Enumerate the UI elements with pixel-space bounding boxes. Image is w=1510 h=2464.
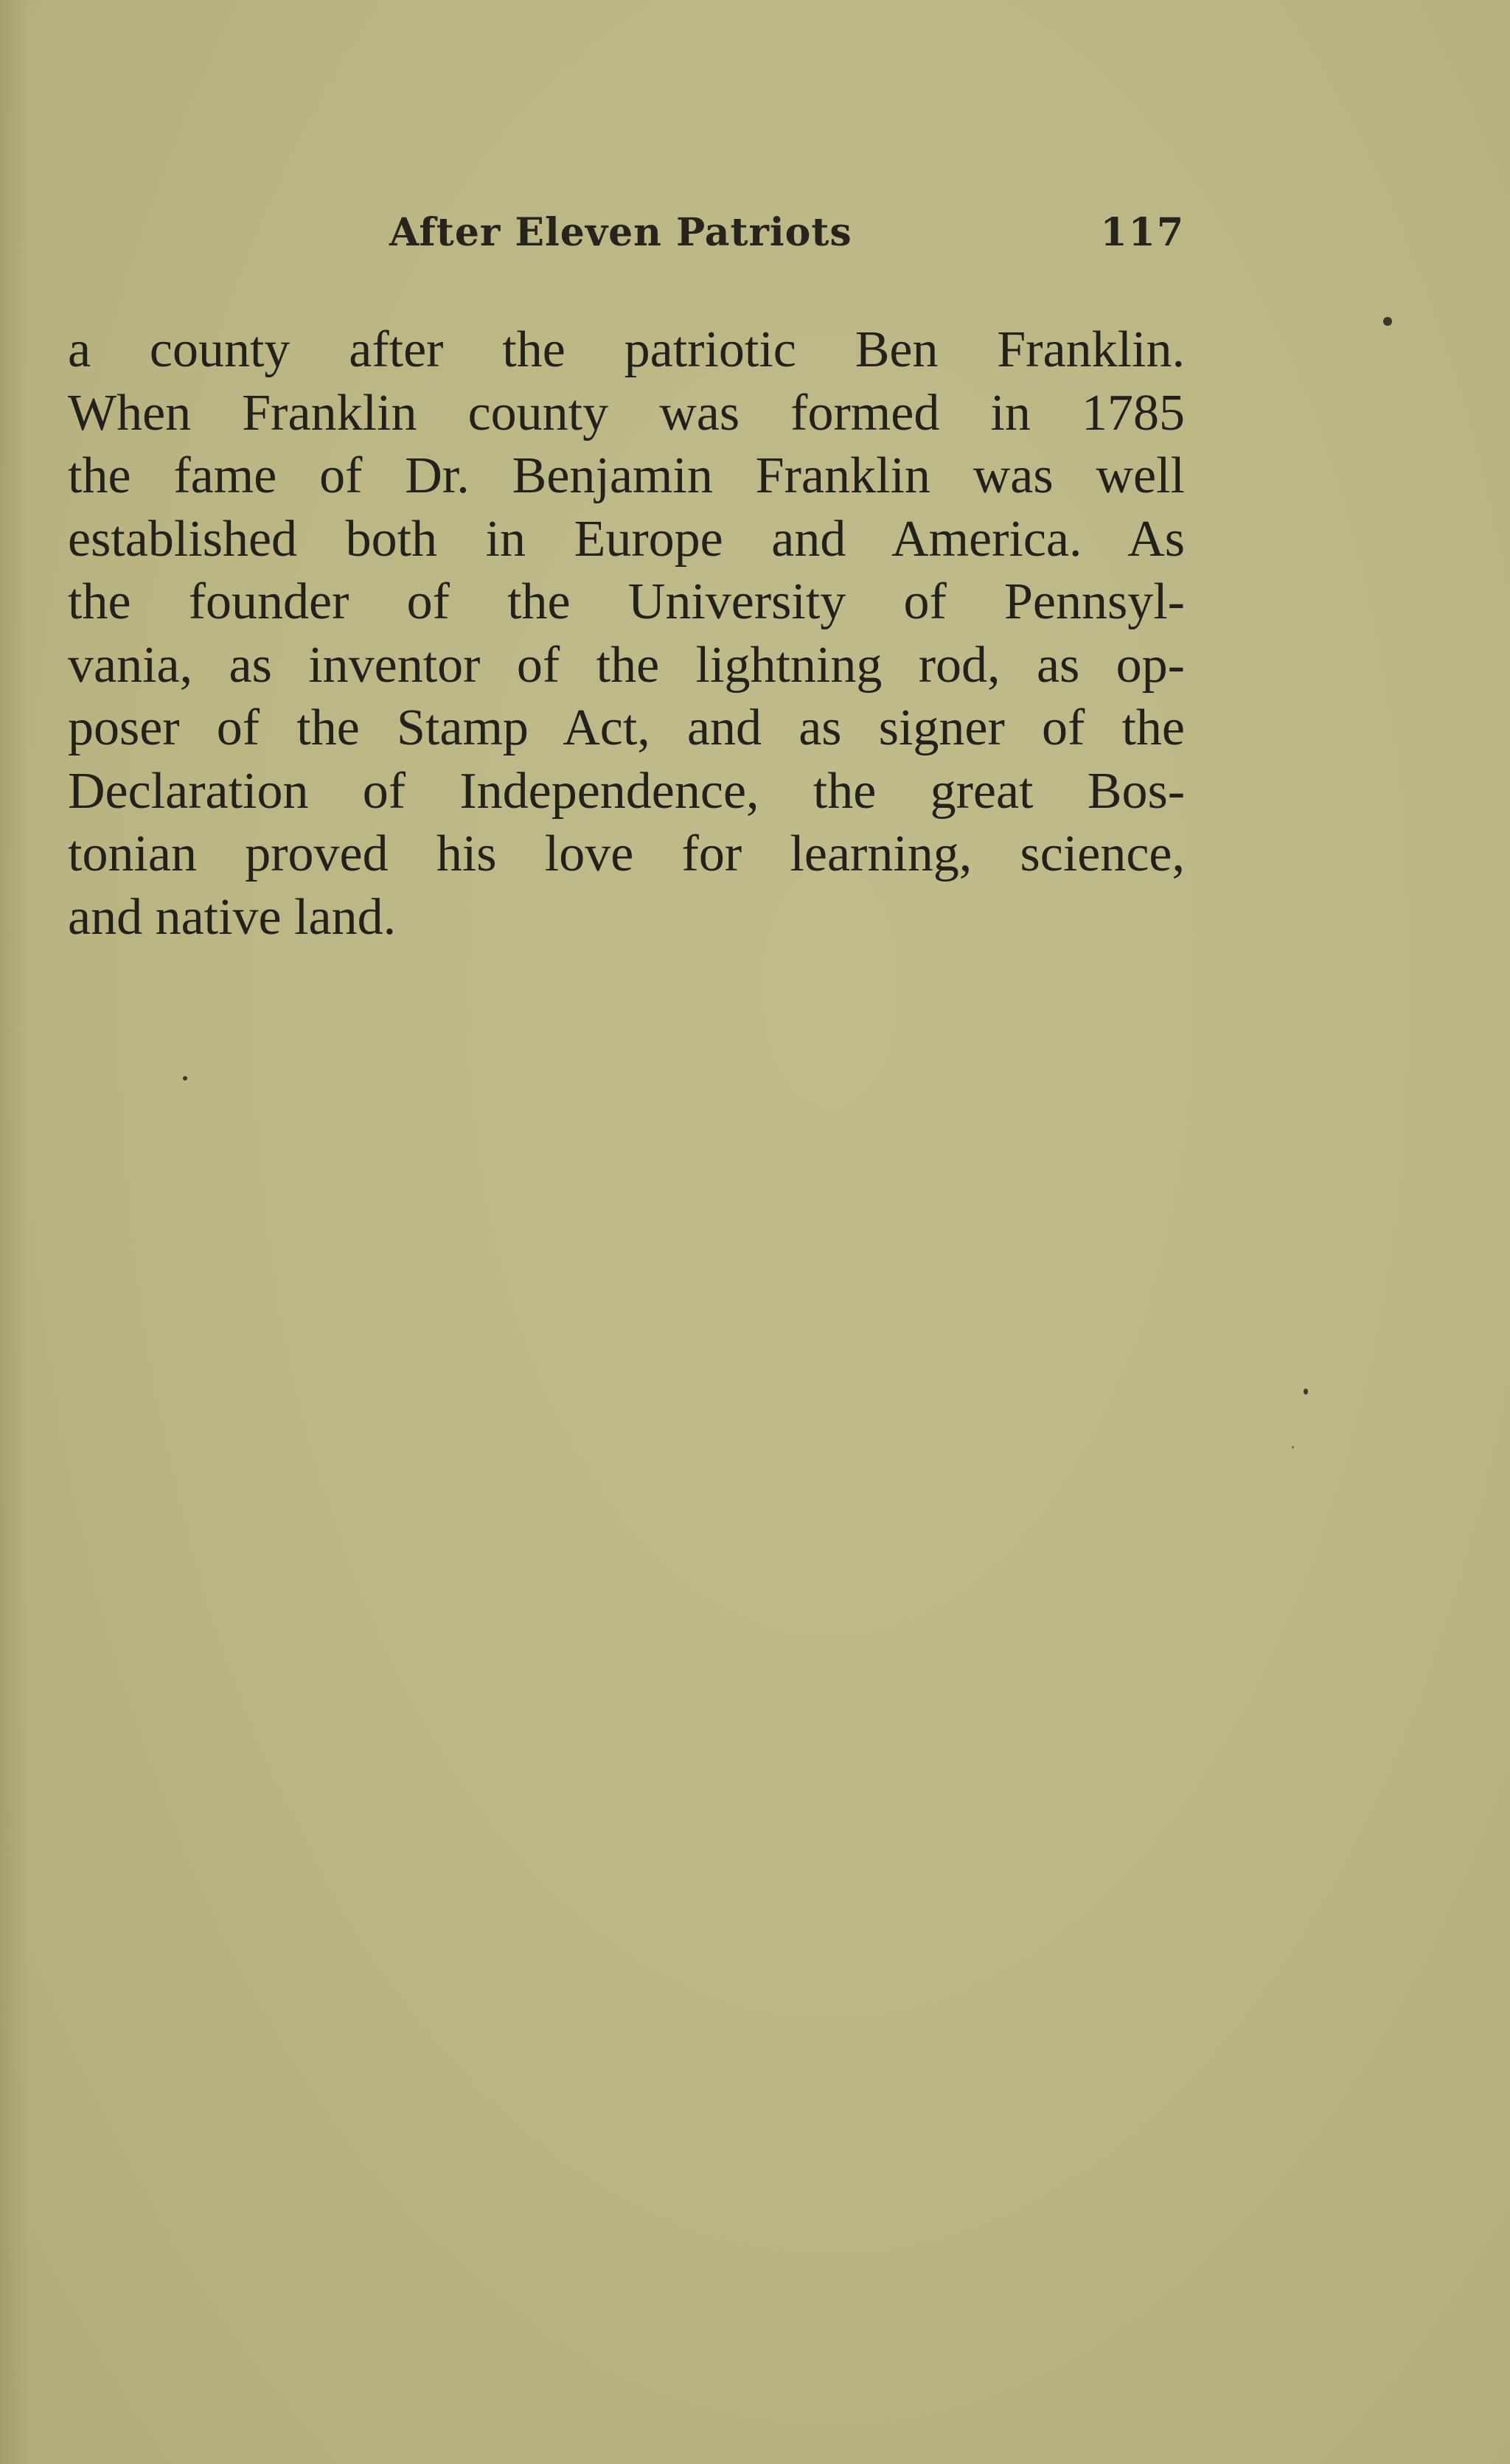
page-gutter-shadow — [0, 0, 29, 2464]
paper-speck — [1304, 1389, 1308, 1395]
text-line: poser of the Stamp Act, and as signer of the — [68, 699, 1185, 756]
running-head — [68, 210, 1185, 269]
text-line: tonian proved his love for learning, science, — [68, 826, 1185, 882]
text-line: and native land. — [68, 888, 397, 946]
text-line: Declaration of Independence, the great Bos- — [68, 762, 1185, 820]
text-line: the founder of the University of Pennsyl- — [68, 573, 1185, 630]
paper-speck — [1292, 1446, 1294, 1448]
body-paragraph — [68, 318, 1185, 949]
text-line: the fame of Dr. Benjamin Franklin was well — [68, 447, 1185, 504]
text-line: vania, as inventor of the lightning rod, as op- — [68, 636, 1185, 694]
paper-speck — [1383, 317, 1392, 326]
running-head-title: After Eleven Patriots — [389, 210, 852, 255]
paper-speck — [183, 1076, 187, 1081]
text-line: a county after the patriotic Ben Franklin. — [68, 321, 1185, 378]
text-line: When Franklin county was formed in 1785 — [68, 384, 1185, 442]
text-line: established both in Europe and America. As — [68, 510, 1185, 568]
page-number: 117 — [1100, 210, 1185, 255]
